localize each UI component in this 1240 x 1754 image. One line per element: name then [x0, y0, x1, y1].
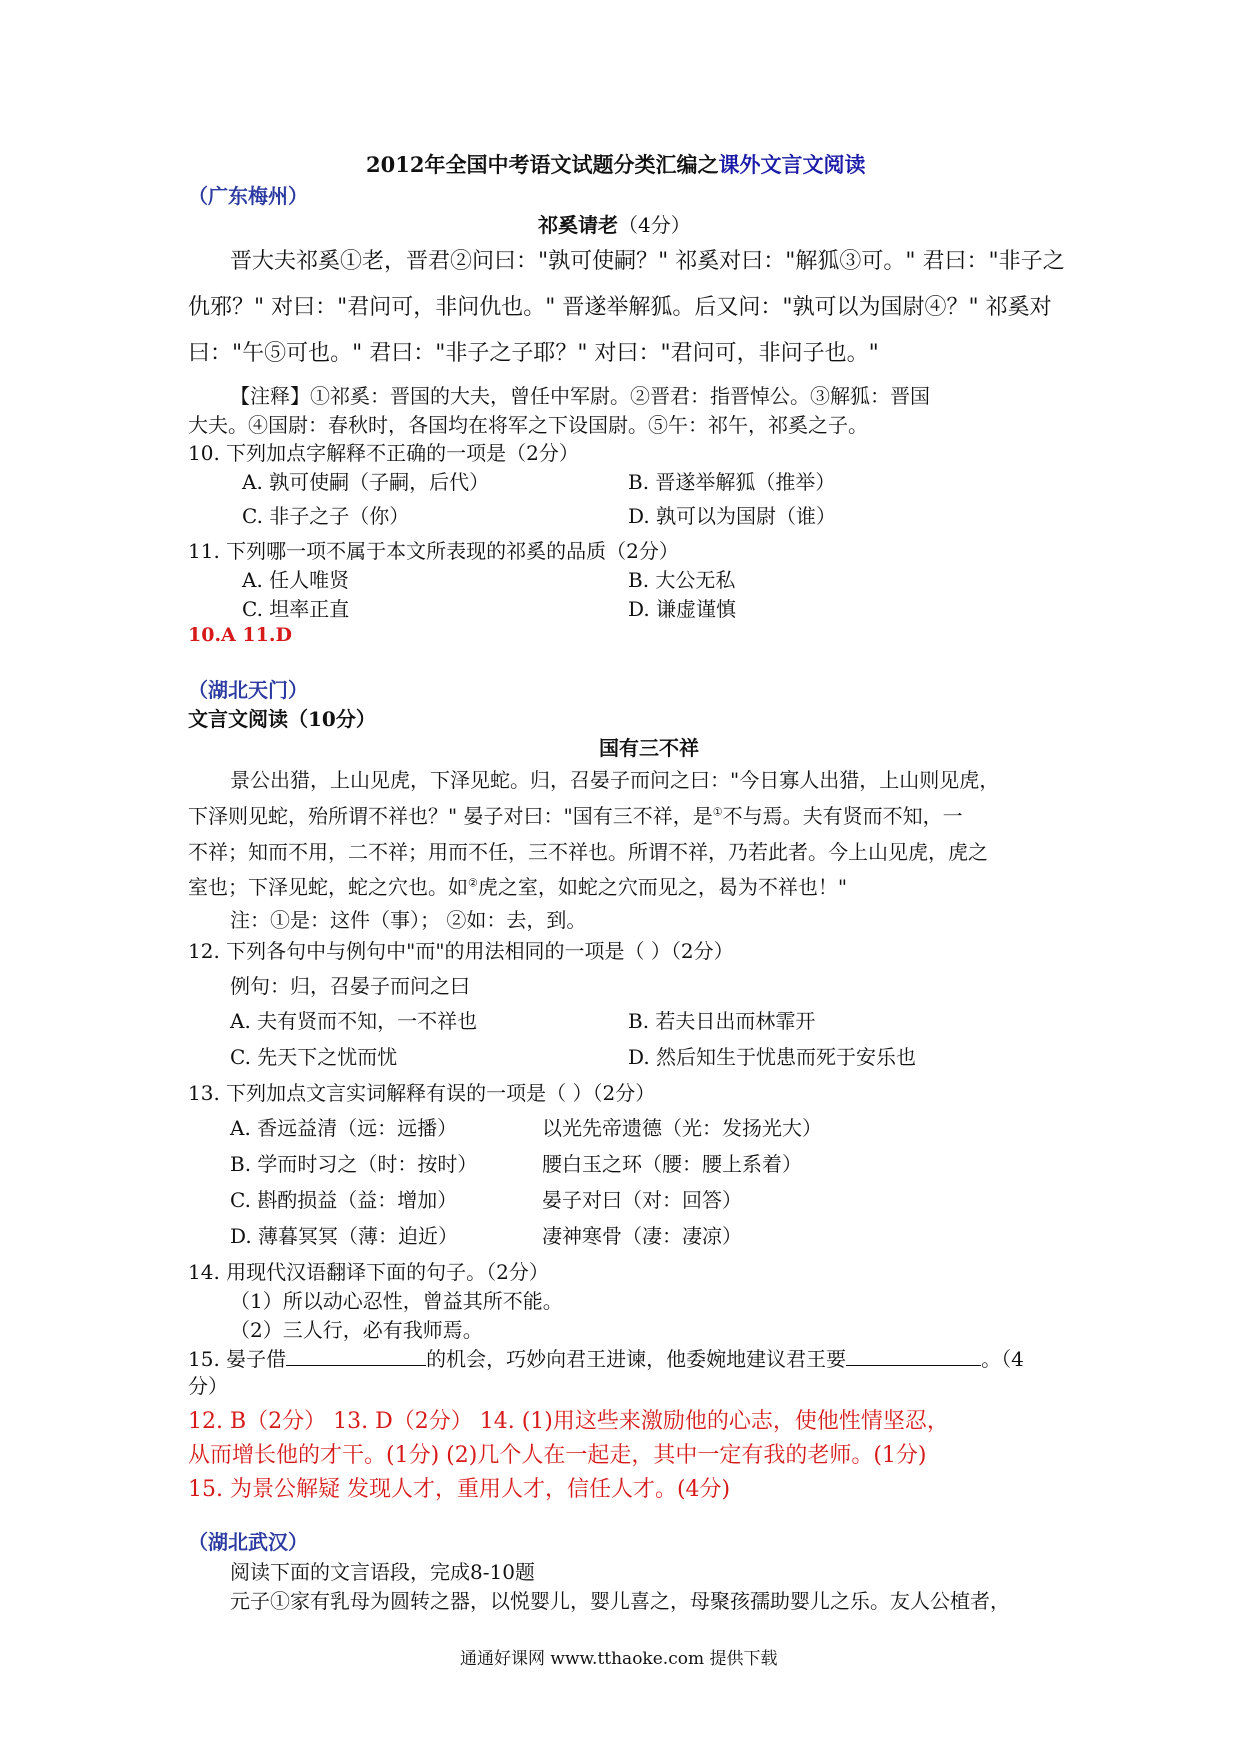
q11-stem: 11. 下列哪一项不属于本文所表现的祁奚的品质（2分）: [188, 539, 679, 563]
s2-para-line-4a: 室也；下泽见蛇，蛇之穴也。如: [188, 875, 468, 899]
q11-option-a: A. 任人唯贤: [242, 568, 350, 592]
q13-option-a2: 以光先帝遗德（光：发扬光大）: [542, 1116, 822, 1140]
q12-option-a: A. 夫有贤而不知，一不祥也: [230, 1009, 478, 1033]
section2-heading: 国有三不祥: [599, 736, 699, 760]
s2-para-line-2a: 下泽则见蛇，殆所谓不祥也？" 晏子对曰："国有三不祥，是: [188, 804, 713, 828]
q13-option-a1: A. 香远益清（远：远播）: [230, 1116, 458, 1140]
s1-answer: 10.A 11.D: [188, 624, 292, 646]
q10-option-c: C. 非子之子（你）: [242, 504, 410, 528]
s2-note: 注：①是：这件（事）； ②如：去，到。: [230, 908, 587, 932]
s1-note-line-1: 【注释】①祁奚：晋国的大夫，曾任中军尉。②晋君：指晋悼公。③解狐：晋国: [230, 384, 930, 408]
section2-region: （湖北天门）: [188, 678, 308, 702]
q11-option-d: D. 谦虚谨慎: [628, 597, 737, 621]
title-highlight: 课外文言文阅读: [718, 152, 866, 177]
q10-option-d: D. 孰可以为国尉（谁）: [628, 504, 837, 528]
s2-answer-line-1: 12. B（2分） 13. D（2分） 14. (1)用这些来激励他的心志，使他性情坚忍，: [188, 1409, 949, 1434]
q15-stem: [188, 1343, 1024, 1372]
footnote-ref-2: ②: [468, 876, 478, 890]
section3-region: （湖北武汉）: [188, 1530, 308, 1554]
s2-answer-line-2: 从而增长他的才干。(1分) (2)几个人在一起走，其中一定有我的老师。(1分): [188, 1443, 927, 1468]
q13-option-c2: 晏子对曰（对：回答）: [542, 1188, 742, 1212]
s1-para-line-2: 仇邪？" 对曰："君问可，非问仇也。" 晋遂举解狐。后又问："孰可以为国尉④？" 祁奚对: [188, 295, 1052, 320]
q12-example: 例句：归，召晏子而问之曰: [230, 974, 470, 998]
q15-blank-2: [846, 1364, 981, 1366]
s1-note-line-2: 大夫。④国尉：春秋时，各国均在将军之下设国尉。⑤午：祁午，祁奚之子。: [188, 413, 868, 437]
q13-stem: 13. 下列加点文言实词解释有误的一项是（ ）（2分）: [188, 1081, 656, 1105]
s1-para-line-3: 曰："午⑤可也。" 君曰："非子之子耶？" 对曰："君问可，非问子也。": [188, 341, 879, 366]
s3-para-line-1: 元子①家有乳母为圆转之器，以悦婴儿，婴儿喜之，母聚孩孺助婴儿之乐。友人公植者，: [230, 1589, 1010, 1613]
s2-para-line-4: [188, 871, 847, 900]
q10-option-a: A. 孰可使嗣（子嗣，后代）: [242, 470, 490, 494]
s1-para-line-1: 晋大夫祁奚①老，晋君②问曰："孰可使嗣？" 祁奚对曰："解狐③可。" 君曰："非子之: [230, 249, 1065, 274]
q13-option-b2: 腰白玉之环（腰：腰上系着）: [542, 1152, 802, 1176]
q14-stem: 14. 用现代汉语翻译下面的句子。（2分）: [188, 1260, 549, 1284]
q15-stem-cont: 分）: [188, 1374, 228, 1398]
section1-heading: 祁奚请老: [538, 213, 618, 237]
q10-stem: 10. 下列加点字解释不正确的一项是（2分）: [188, 441, 579, 465]
s3-instruction: 阅读下面的文言语段，完成8-10题: [230, 1560, 535, 1584]
s2-para-line-3: 不祥；知而不用，二不祥；用而不任，三不祥也。所谓不祥，乃若此者。今上山见虎，虎之: [188, 840, 988, 864]
q12-option-b: B. 若夫日出而林霏开: [628, 1009, 816, 1033]
q14-item-1: （1）所以动心忍性，曾益其所不能。: [230, 1289, 563, 1313]
section1-score: （4分）: [618, 213, 691, 237]
page-footer: 通通好课网 www.tthaoke.com 提供下载: [460, 1649, 778, 1669]
q12-stem: 12. 下列各句中与例句中"而"的用法相同的一项是（ ）（2分）: [188, 939, 734, 963]
q12-option-d: D. 然后知生于忧患而死于安乐也: [628, 1045, 917, 1069]
q15-part-c: 。（4: [981, 1347, 1024, 1371]
q13-option-d2: 凄神寒骨（凄：凄凉）: [542, 1224, 742, 1248]
page-title: [366, 149, 865, 179]
title-main: 2012年全国中考语文试题分类汇编之: [366, 152, 719, 177]
s2-para-line-1: 景公出猎，上山见虎，下泽见蛇。归，召晏子而问之曰："今日寡人出猎，上山则见虎，: [230, 768, 1000, 792]
q11-option-b: B. 大公无私: [628, 568, 736, 592]
q15-part-b: 的机会，巧妙向君王进谏，他委婉地建议君王要: [426, 1347, 847, 1371]
footnote-ref-1: ①: [712, 805, 723, 819]
q11-option-c: C. 坦率正直: [242, 597, 350, 621]
q15-part-a: 15. 晏子借: [188, 1347, 287, 1371]
q13-option-d1: D. 薄暮冥冥（薄：迫近）: [230, 1224, 459, 1248]
q15-blank-1: [286, 1364, 426, 1366]
q10-option-b: B. 晋遂举解狐（推举）: [628, 470, 836, 494]
s2-para-line-2: [188, 800, 963, 829]
q12-option-c: C. 先天下之忧而忧: [230, 1045, 398, 1069]
section1-heading-line: [538, 209, 691, 238]
q13-option-b1: B. 学而时习之（时：按时）: [230, 1152, 478, 1176]
s2-answer-line-3: 15. 为景公解疑 发现人才，重用人才，信任人才。(4分): [188, 1477, 731, 1502]
q13-option-c1: C. 斟酌损益（益：增加）: [230, 1188, 458, 1212]
section1-region: （广东梅州）: [188, 184, 308, 208]
s2-para-line-4b: 虎之室，如蛇之穴而见之，曷为不祥也！": [477, 875, 848, 899]
s2-para-line-2b: 不与焉。夫有贤而不知，一: [722, 804, 963, 828]
section2-label: 文言文阅读（10分）: [188, 707, 376, 731]
q14-item-2: （2）三人行，必有我师焉。: [230, 1318, 483, 1342]
